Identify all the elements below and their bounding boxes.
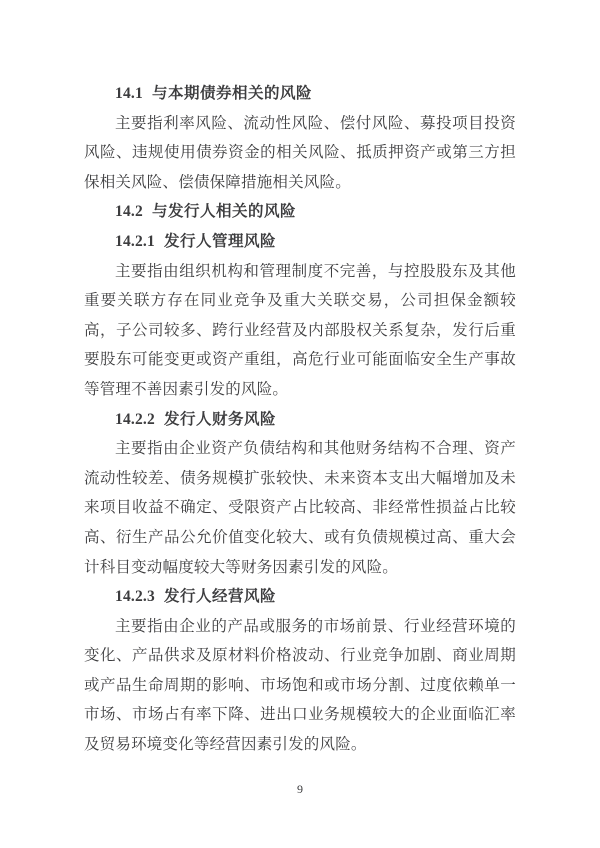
- section-number: 14.2.2: [115, 410, 155, 428]
- paragraph-operating-risk: 主要指由企业的产品或服务的市场前景、行业经营环境的变化、产品供求及原材料价格波动、行业竞争加剧、商业周期或产品生命周期的影响、市场饱和或市场分割、过度依赖单一市场、市场占有率下降、进出口业务规模较大的企业面临汇率及贸易环境变化等经营因素引发的风险。: [84, 617, 516, 754]
- section-number: 14.2: [115, 203, 143, 221]
- section-heading-14-2-2: [84, 405, 516, 435]
- section-heading-14-1: [84, 79, 516, 109]
- section-heading-14-2-3: [84, 582, 516, 612]
- section-title: 发行人管理风险: [163, 232, 276, 250]
- section-title: 发行人财务风险: [163, 410, 276, 428]
- section-title: 与发行人相关的风险: [151, 203, 296, 221]
- page-number: 9: [297, 782, 303, 796]
- paragraph-management-risk: 主要指由组织机构和管理制度不完善，与控股股东及其他重要关联方存在同业竞争及重大关联交易，公司担保金额较高，子公司较多、跨行业经营及内部股权关系复杂，发行后重要股东可能变更或资产重组，高危行业可能面临安全生产事故等管理不善因素引发的风险。: [84, 262, 516, 398]
- section-heading-14-2: [84, 197, 516, 227]
- paragraph-financial-risk: 主要指由企业资产负债结构和其他财务结构不合理、资产流动性较差、债务规模扩张较快、未来资本支出大幅增加及未来项目收益不确定、受限资产占比较高、非经常性损益占比较高、衍生产品公允价值变化较大、或有负债规模过高、重大会计科目变动幅度较大等财务因素引发的风险。: [84, 440, 516, 576]
- section-title: 发行人经营风险: [163, 588, 276, 606]
- section-number: 14.1: [115, 85, 143, 102]
- section-number: 14.2.3: [115, 588, 155, 606]
- document-content: [84, 79, 516, 760]
- section-title: 与本期债券相关的风险: [151, 85, 312, 102]
- section-number: 14.2.1: [115, 232, 155, 250]
- paragraph-bond-risks: 主要指利率风险、流动性风险、偿付风险、募投项目投资风险、违规使用债券资金的相关风险、抵质押资产或第三方担保相关风险、偿债保障措施相关风险。: [84, 114, 516, 191]
- section-heading-14-2-1: [84, 227, 516, 257]
